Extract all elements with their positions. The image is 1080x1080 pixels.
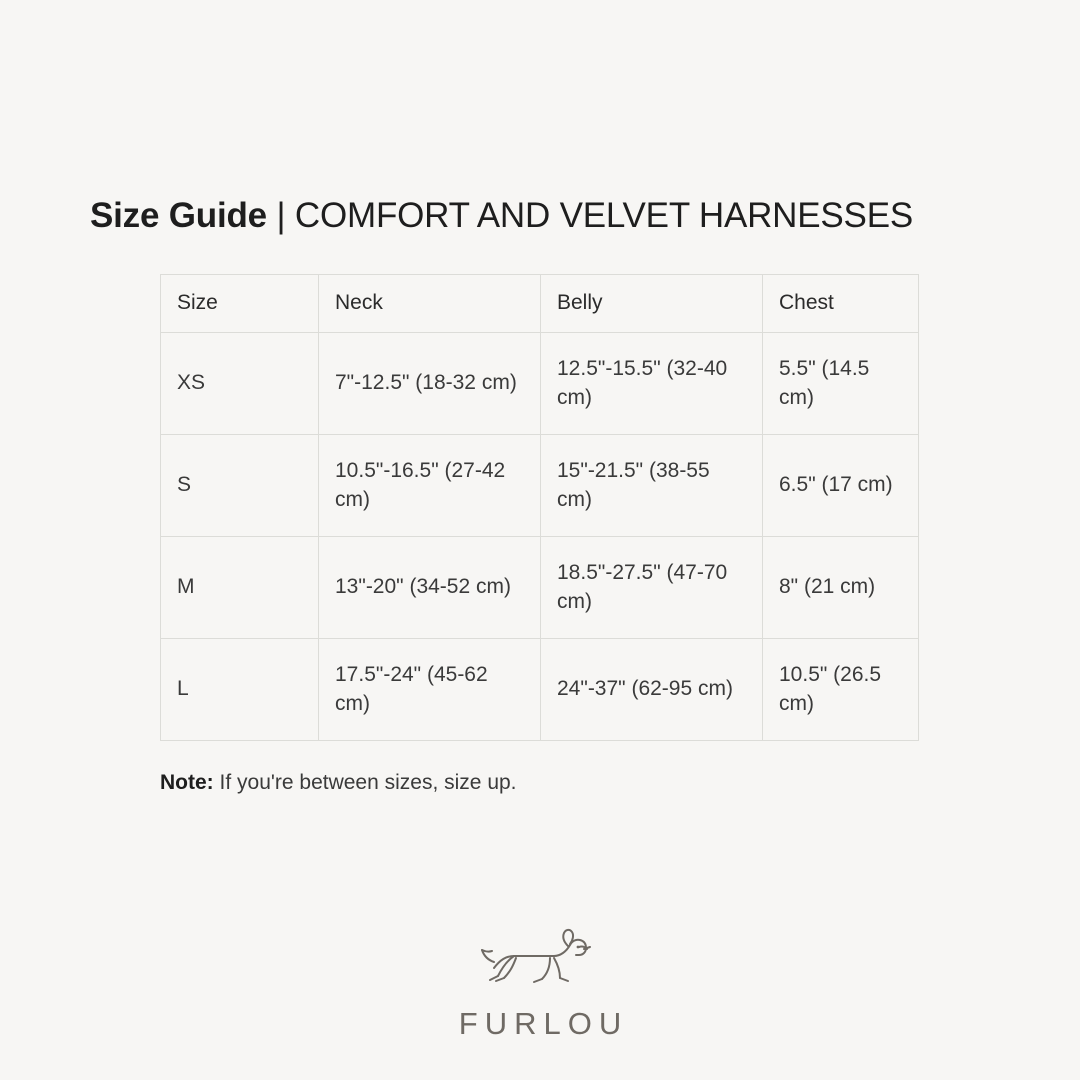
table-row <box>161 435 919 537</box>
page-title <box>90 196 990 236</box>
page-title-lead: Size Guide <box>90 196 267 235</box>
note-label: Note: <box>160 771 214 794</box>
brand-footer <box>0 918 1080 1042</box>
cell-belly: 18.5"-27.5" (47-70 cm) <box>541 537 763 639</box>
note-text: If you're between sizes, size up. <box>219 771 517 794</box>
cell-neck: 7"-12.5" (18-32 cm) <box>319 333 541 435</box>
column-header-belly: Belly <box>541 275 763 333</box>
table-header-row <box>161 275 919 333</box>
cell-size: XS <box>161 333 319 435</box>
size-chart-table <box>160 274 919 741</box>
cell-belly: 12.5"-15.5" (32-40 cm) <box>541 333 763 435</box>
cell-chest: 8" (21 cm) <box>763 537 919 639</box>
cell-neck: 17.5"-24" (45-62 cm) <box>319 639 541 741</box>
table-row <box>161 537 919 639</box>
column-header-neck: Neck <box>319 275 541 333</box>
column-header-chest: Chest <box>763 275 919 333</box>
cell-belly: 24"-37" (62-95 cm) <box>541 639 763 741</box>
cell-size: M <box>161 537 319 639</box>
brand-wordmark: FURLOU <box>458 1006 629 1041</box>
column-header-size: Size <box>161 275 319 333</box>
table-row <box>161 639 919 741</box>
cell-neck: 10.5"-16.5" (27-42 cm) <box>319 435 541 537</box>
cell-neck: 13"-20" (34-52 cm) <box>319 537 541 639</box>
cell-chest: 5.5" (14.5 cm) <box>763 333 919 435</box>
cell-size: S <box>161 435 319 537</box>
table-row <box>161 333 919 435</box>
running-dachshund-icon <box>480 918 600 1000</box>
page-title-separator: | <box>276 196 286 235</box>
note <box>160 771 990 795</box>
page-title-subject: COMFORT AND VELVET HARNESSES <box>294 196 913 235</box>
cell-size: L <box>161 639 319 741</box>
cell-belly: 15"-21.5" (38-55 cm) <box>541 435 763 537</box>
content-area <box>90 196 990 816</box>
cell-chest: 10.5" (26.5 cm) <box>763 639 919 741</box>
cell-chest: 6.5" (17 cm) <box>763 435 919 537</box>
